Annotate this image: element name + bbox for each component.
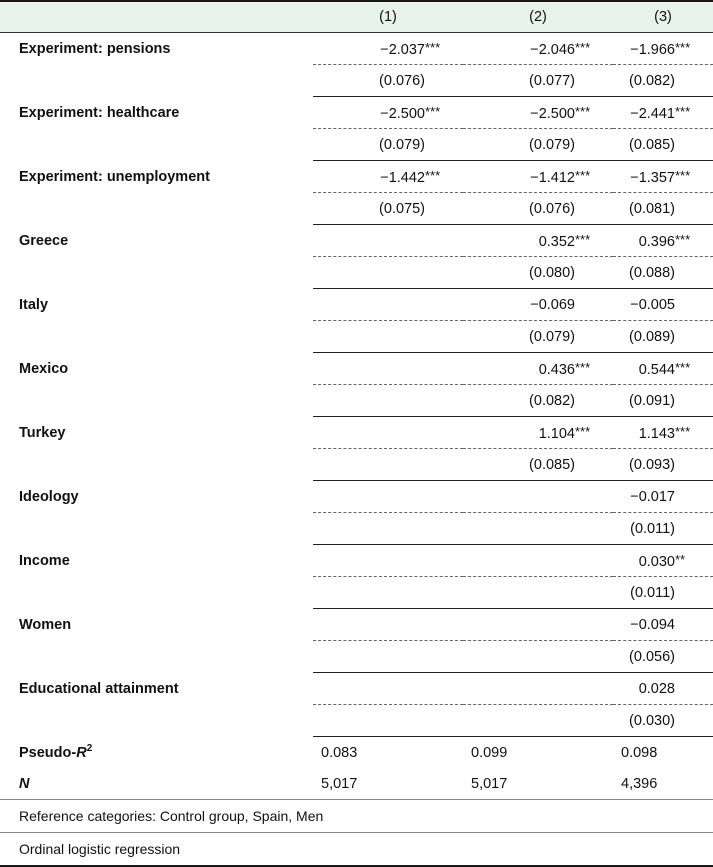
se-value: (0.075) (379, 200, 425, 217)
header-col-2: (2) (463, 2, 613, 33)
coef-col-1 (313, 481, 463, 513)
se-value: (0.085) (529, 456, 575, 473)
coefficient-row (0, 545, 713, 577)
significance-stars: *** (675, 39, 691, 55)
se-col-2 (463, 577, 613, 609)
se-col-3 (613, 385, 713, 417)
variable-label: Greece (19, 232, 69, 249)
coef-value: −1.412 (530, 169, 575, 186)
se-col-3 (613, 641, 713, 673)
coef-col-2 (463, 545, 613, 577)
coefficient-row (0, 161, 713, 193)
se-col-3 (613, 705, 713, 737)
coefficient-row (0, 417, 713, 449)
significance-stars: *** (675, 103, 691, 119)
pseudo-r2-label (0, 737, 313, 769)
variable-label: Mexico (19, 360, 69, 377)
variable-label: Turkey (19, 424, 66, 441)
coef-col-3 (613, 225, 713, 257)
coef-value: −2.037 (380, 41, 425, 58)
pseudo-r2-sup: 2 (86, 743, 93, 755)
se-col-1 (313, 449, 463, 481)
se-value: (0.011) (630, 584, 675, 601)
coefficient-row (0, 289, 713, 321)
n-col-1: 5,017 (321, 775, 358, 792)
significance-stars: ** (675, 551, 686, 567)
coef-col-3 (613, 609, 713, 641)
significance-stars: *** (675, 423, 691, 439)
coef-value: 0.396 (638, 233, 675, 250)
coef-value: 0.030 (638, 553, 675, 570)
coef-value: 0.436 (538, 361, 575, 378)
se-value: (0.079) (529, 328, 575, 345)
se-value: (0.079) (529, 136, 575, 153)
se-value: (0.056) (629, 648, 675, 665)
coef-col-3 (613, 161, 713, 193)
se-col-3 (613, 257, 713, 289)
significance-stars: *** (575, 423, 591, 439)
model-note: Ordinal logistic regression (0, 833, 713, 867)
coef-col-1 (313, 225, 463, 257)
coef-col-3 (613, 673, 713, 705)
coef-value: −0.005 (630, 296, 675, 313)
significance-stars: *** (575, 39, 591, 55)
coef-col-1 (313, 33, 463, 65)
coefficient-row (0, 225, 713, 257)
se-col-1 (313, 577, 463, 609)
coef-col-1 (313, 545, 463, 577)
variable-label: Income (19, 552, 70, 569)
se-col-2 (463, 257, 613, 289)
significance-stars: *** (675, 359, 691, 375)
coef-col-3 (613, 97, 713, 129)
coef-value: 1.143 (638, 425, 675, 442)
header-row (0, 2, 713, 33)
coef-col-3 (613, 33, 713, 65)
se-col-1 (313, 513, 463, 545)
coef-value: −0.017 (630, 488, 675, 505)
coefficient-row (0, 33, 713, 65)
coef-value: 0.028 (638, 680, 675, 697)
se-value: (0.011) (630, 520, 675, 537)
se-col-1 (313, 385, 463, 417)
coef-value: −1.966 (630, 41, 675, 58)
significance-stars: *** (575, 103, 591, 119)
header-blank (0, 2, 313, 33)
significance-stars: *** (575, 167, 591, 183)
coef-col-1 (313, 353, 463, 385)
se-col-1 (313, 129, 463, 161)
se-value: (0.088) (629, 264, 675, 281)
se-value: (0.082) (529, 392, 575, 409)
n-label: N (19, 775, 30, 792)
coef-col-1 (313, 673, 463, 705)
se-value: (0.093) (629, 456, 675, 473)
n-row (0, 768, 713, 800)
variable-label: Ideology (19, 488, 79, 505)
se-col-1 (313, 321, 463, 353)
significance-stars: *** (675, 167, 691, 183)
significance-stars: *** (425, 167, 441, 183)
coefficient-row (0, 97, 713, 129)
coef-col-3 (613, 481, 713, 513)
coef-col-2 (463, 417, 613, 449)
pseudo-r2-col-2: 0.099 (471, 744, 508, 761)
se-col-3 (613, 193, 713, 225)
coef-col-2 (463, 673, 613, 705)
se-value: (0.076) (379, 72, 425, 89)
se-col-2 (463, 321, 613, 353)
header-col-3: (3) (613, 2, 713, 33)
se-value: (0.081) (629, 200, 675, 217)
se-value: (0.080) (529, 264, 575, 281)
se-value: (0.091) (629, 392, 675, 409)
se-value: (0.076) (529, 200, 575, 217)
se-col-1 (313, 193, 463, 225)
coefficient-row (0, 481, 713, 513)
reference-note: Reference categories: Control group, Spain, Men (0, 800, 713, 833)
coef-col-1 (313, 289, 463, 321)
coef-col-2 (463, 481, 613, 513)
significance-stars: *** (575, 359, 591, 375)
coefficient-row (0, 353, 713, 385)
coef-col-3 (613, 545, 713, 577)
significance-stars: *** (675, 231, 691, 247)
coef-value: −1.357 (630, 169, 675, 186)
se-col-3 (613, 449, 713, 481)
se-value: (0.030) (629, 712, 675, 729)
coef-col-2 (463, 33, 613, 65)
se-value: (0.079) (379, 136, 425, 153)
coef-value: −2.500 (380, 105, 425, 122)
coef-col-3 (613, 353, 713, 385)
stats-body (0, 737, 713, 867)
coef-value: −2.500 (530, 105, 575, 122)
se-value: (0.077) (529, 72, 575, 89)
coef-col-2 (463, 289, 613, 321)
coef-col-3 (613, 417, 713, 449)
model-note-row (0, 833, 713, 867)
coef-col-1 (313, 97, 463, 129)
se-col-3 (613, 577, 713, 609)
coef-value: −0.094 (630, 616, 675, 633)
variable-label: Women (19, 616, 72, 633)
coef-value: 0.544 (638, 361, 675, 378)
coef-col-2 (463, 97, 613, 129)
se-col-2 (463, 65, 613, 97)
variable-label: Experiment: unemployment (19, 168, 210, 185)
coef-value: 0.352 (538, 233, 575, 250)
se-col-2 (463, 705, 613, 737)
pseudo-r2-col-3: 0.098 (621, 744, 658, 761)
coef-col-2 (463, 161, 613, 193)
se-col-3 (613, 129, 713, 161)
coef-col-1 (313, 161, 463, 193)
coef-col-2 (463, 609, 613, 641)
coef-value: −2.046 (530, 41, 575, 58)
se-col-2 (463, 449, 613, 481)
se-value: (0.085) (629, 136, 675, 153)
coef-value: −2.441 (630, 105, 675, 122)
se-col-2 (463, 193, 613, 225)
pseudo-r2-prefix: Pseudo- (19, 745, 77, 762)
variable-label: Experiment: pensions (19, 41, 171, 57)
se-col-2 (463, 513, 613, 545)
significance-stars: *** (425, 39, 441, 55)
se-col-1 (313, 257, 463, 289)
se-col-2 (463, 129, 613, 161)
pseudo-r2-row (0, 737, 713, 769)
coef-col-2 (463, 225, 613, 257)
se-value: (0.089) (629, 328, 675, 345)
variable-label: Experiment: healthcare (19, 104, 180, 121)
n-col-2: 5,017 (471, 775, 508, 792)
se-col-1 (313, 641, 463, 673)
pseudo-r2-r: R (76, 745, 87, 762)
coef-value: −1.442 (380, 169, 425, 186)
coefficient-row (0, 673, 713, 705)
variable-label: Educational attainment (19, 680, 179, 697)
se-col-1 (313, 65, 463, 97)
variable-label: Italy (19, 296, 49, 313)
n-col-3: 4,396 (621, 775, 658, 792)
header-col-1: (1) (313, 2, 463, 33)
reference-note-row (0, 800, 713, 833)
pseudo-r2-col-1: 0.083 (321, 744, 358, 761)
se-col-3 (613, 513, 713, 545)
se-col-1 (313, 705, 463, 737)
se-col-2 (463, 385, 613, 417)
coef-value: −0.069 (530, 296, 575, 313)
se-value: (0.082) (629, 72, 675, 89)
coef-value: 1.104 (538, 425, 575, 442)
significance-stars: *** (425, 103, 441, 119)
se-col-3 (613, 321, 713, 353)
coefficient-row (0, 609, 713, 641)
coef-col-1 (313, 609, 463, 641)
regression-table (0, 2, 713, 867)
significance-stars: *** (575, 231, 591, 247)
coef-col-1 (313, 417, 463, 449)
table-body (0, 33, 713, 737)
se-col-2 (463, 641, 613, 673)
coef-col-2 (463, 353, 613, 385)
se-col-3 (613, 65, 713, 97)
coef-col-3 (613, 289, 713, 321)
